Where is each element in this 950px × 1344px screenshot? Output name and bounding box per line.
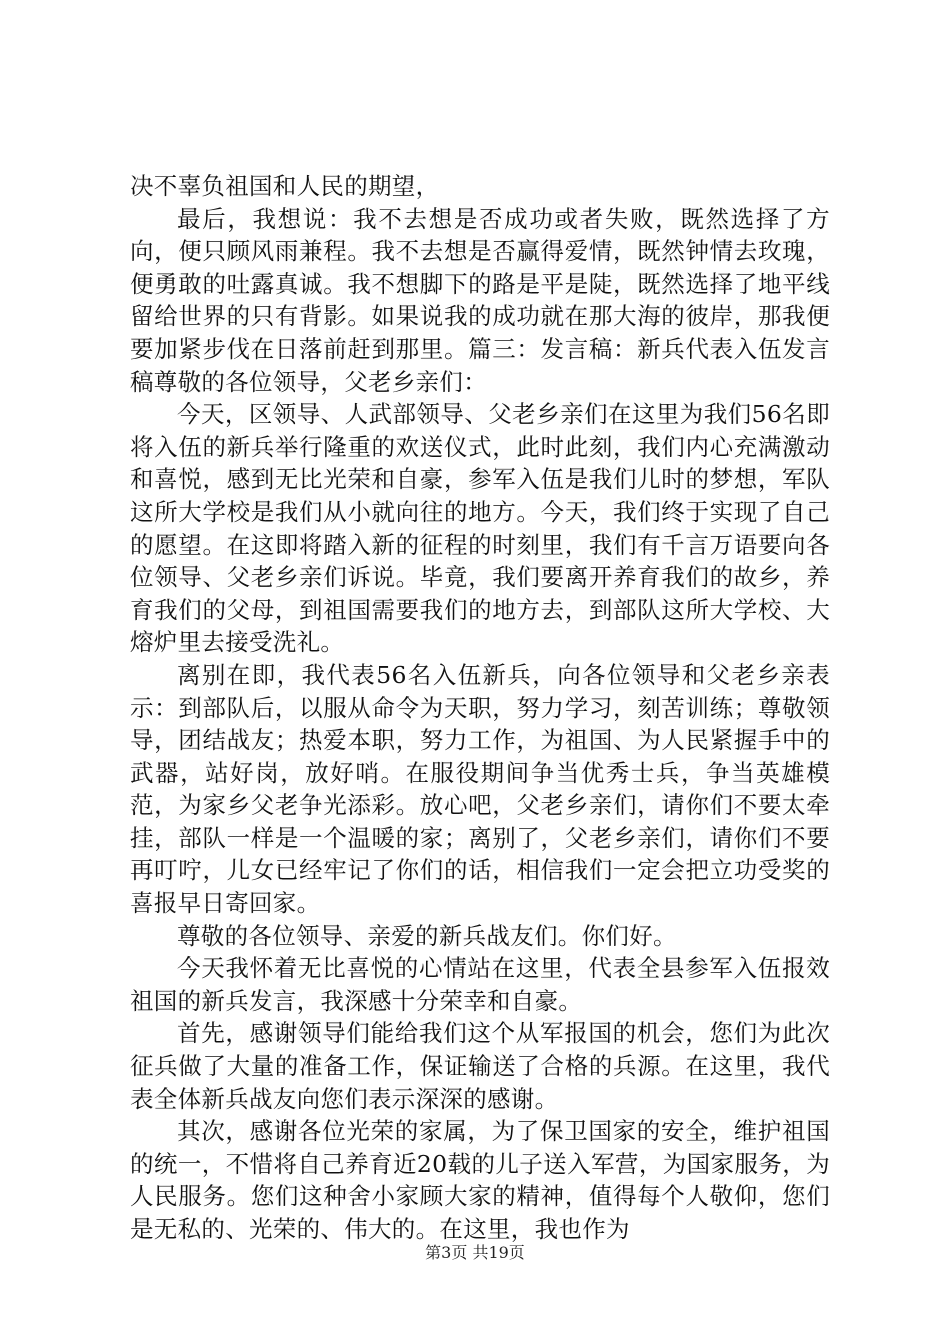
page-number: 第3页 共19页 [425,1243,525,1262]
paragraph-continuation: 决不辜负祖国和人民的期望， [130,172,440,200]
paragraph-closing-remarks: 最后，我想说：我不去想是否成功或者失败，既然选择了方向，便只顾风雨兼程。我不去想是否赢得爱情，既然钟情去玫瑰，便勇敢的吐露真诚。我不想脚下的路是平是陡，既然选择了地平线留给世界的只有背影。如果说我的成功就在那大海的彼岸，那我便要加紧步伐在日落前赶到那里。篇三：发言稿：新兵代表入伍发言稿尊敬的各位领导，父老乡亲们： [130,204,830,396]
paragraph-thanks-leaders: 首先，感谢领导们能给我们这个从军报国的机会，您们为此次征兵做了大量的准备工作，保证输送了合格的兵源。在这里，我代表全体新兵战友向您们表示深深的感谢。 [130,1019,830,1113]
paragraph-thanks-families: 其次，感谢各位光荣的家属，为了保卫国家的安全，维护祖国的统一，不惜将自己养育近20载的儿子送入军营，为国家服务，为人民服务。您们这种舍小家顾大家的精神，值得每个人敬仰，您们是无私的、光荣的、伟大的。在这里，我也作为 [130,1117,830,1243]
paragraph-pledge: 离别在即，我代表56名入伍新兵，向各位领导和父老乡亲表示：到部队后，以服从命令为天职，努力学习，刻苦训练；尊敬领导，团结战友；热爱本职，努力工作，为祖国、为人民紧握手中的武器，站好岗，放好哨。在服役期间争当优秀士兵，争当英雄模范，为家乡父老争光添彩。放心吧，父老乡亲们，请你们不要太牵挂，部队一样是一个温暖的家；离别了，父老乡亲们，请你们不要再叮咛，儿女已经牢记了你们的话，相信我们一定会把立功受奖的喜报早日寄回家。 [130,660,830,918]
document-body [130,170,830,1246]
paragraph-introduction: 今天我怀着无比喜悦的心情站在这里，代表全县参军入伍报效祖国的新兵发言，我深感十分荣幸和自豪。 [130,954,830,1015]
paragraph-farewell-ceremony: 今天，区领导、人武部领导、父老乡亲们在这里为我们56名即将入伍的新兵举行隆重的欢送仪式，此时此刻，我们内心充满激动和喜悦，感到无比光荣和自豪，参军入伍是我们儿时的梦想，军队这所大学校是我们从小就向往的地方。今天，我们终于实现了自己的愿望。在这即将踏入新的征程的时刻里，我们有千言万语要向各位领导、父老乡亲们诉说。毕竟，我们要离开养育我们的故乡，养育我们的父母，到祖国需要我们的地方去，到部队这所大学校、大熔炉里去接受洗礼。 [130,400,830,657]
paragraph-greeting: 尊敬的各位领导、亲爱的新兵战友们。你们好。 [177,921,677,950]
